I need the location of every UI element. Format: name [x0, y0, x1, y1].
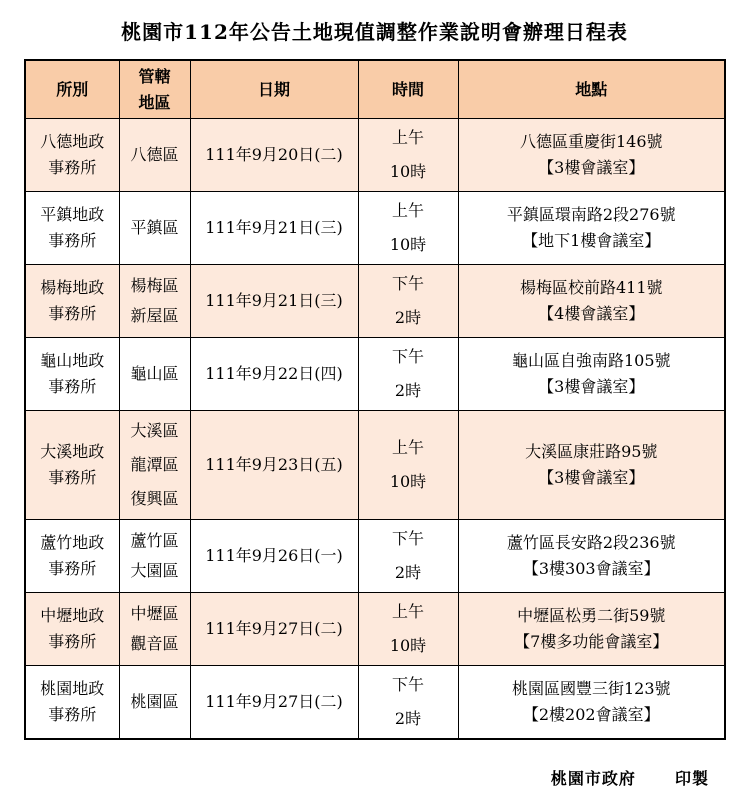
header-date: 日期: [190, 60, 358, 119]
time-cell: [358, 265, 458, 338]
date-value: 111年9月21日(三): [205, 218, 343, 237]
office-name-line1: 大溪地政: [40, 442, 105, 461]
time-period: 上午: [391, 438, 424, 457]
table-row: [25, 192, 725, 265]
date-value: 111年9月27日(二): [205, 619, 343, 638]
table-row: [25, 593, 725, 666]
district-cell: [119, 119, 190, 192]
office-name-line2: 事務所: [48, 704, 97, 724]
location-cell: [458, 192, 725, 265]
time-period: 下午: [391, 347, 424, 366]
time-hour: 2時: [394, 708, 422, 728]
schedule-table: [24, 59, 726, 740]
district-name: 龜山區: [130, 364, 179, 383]
district-cell: [119, 593, 190, 666]
location-room: 【2樓202會議室】: [522, 704, 660, 724]
time-period: 下午: [391, 274, 424, 293]
time-hour: 2時: [394, 381, 422, 400]
district-cell: [119, 411, 190, 520]
district-cell: [119, 520, 190, 593]
location-cell: [458, 119, 725, 192]
time-hour: 2時: [394, 563, 422, 582]
time-hour: 10時: [389, 636, 427, 655]
office-name-line1: 桃園地政: [40, 678, 105, 698]
district-name: 大溪區: [130, 421, 179, 440]
location-room: 【7樓多功能會議室】: [514, 632, 669, 651]
date-cell: [190, 520, 358, 593]
time-hour: 10時: [389, 235, 427, 254]
district-name: 桃園區: [130, 691, 179, 711]
location-address: 蘆竹區長安路2段236號: [506, 533, 676, 552]
date-cell: [190, 338, 358, 411]
location-address: 桃園區國豐三街123號: [511, 678, 671, 698]
district-cell: [119, 338, 190, 411]
location-address: 大溪區康莊路95號: [525, 442, 658, 461]
header-district: [119, 60, 190, 119]
table-row: [25, 520, 725, 593]
date-value: 111年9月27日(二): [205, 691, 343, 711]
office-cell: [25, 192, 119, 265]
table-row: [25, 666, 725, 739]
district-name: 大園區: [130, 561, 179, 580]
office-name-line2: 事務所: [48, 231, 97, 250]
location-address: 中壢區松勇二街59號: [517, 606, 666, 625]
location-address: 平鎮區環南路2段276號: [506, 205, 676, 224]
date-value: 111年9月23日(五): [205, 455, 343, 474]
date-value: 111年9月20日(二): [205, 145, 343, 164]
office-name-line2: 事務所: [48, 158, 97, 177]
office-name-line1: 楊梅地政: [40, 278, 105, 297]
location-address: 八德區重慶街146號: [519, 132, 663, 151]
office-name-line1: 中壢地政: [40, 606, 105, 625]
date-value: 111年9月22日(四): [205, 364, 343, 383]
location-cell: [458, 666, 725, 739]
location-cell: [458, 593, 725, 666]
district-name: 新屋區: [130, 306, 179, 325]
office-cell: [25, 411, 119, 520]
table-row: [25, 265, 725, 338]
district-name: 八德區: [130, 145, 179, 164]
page-title: 桃園市112年公告土地現值調整作業說明會辦理日程表: [121, 20, 628, 44]
date-cell: [190, 411, 358, 520]
time-hour: 10時: [389, 472, 427, 491]
date-value: 111年9月26日(一): [205, 546, 343, 565]
location-room: 【3樓303會議室】: [522, 559, 660, 578]
location-cell: [458, 520, 725, 593]
date-value: 111年9月21日(三): [205, 291, 343, 310]
table-row: [25, 411, 725, 520]
table-row: [25, 338, 725, 411]
district-name: 復興區: [130, 489, 179, 508]
time-period: 下午: [391, 529, 424, 548]
office-cell: [25, 593, 119, 666]
district-name: 龍潭區: [130, 455, 179, 474]
district-name: 觀音區: [130, 634, 179, 653]
location-cell: [458, 338, 725, 411]
office-cell: [25, 119, 119, 192]
location-room: 【3樓會議室】: [538, 158, 645, 177]
time-period: 下午: [391, 674, 424, 694]
header-row: [25, 60, 725, 119]
location-cell: [458, 265, 725, 338]
office-name-line1: 平鎮地政: [40, 205, 105, 224]
header-office: 所別: [25, 60, 119, 119]
office-name-line2: 事務所: [48, 468, 97, 487]
time-period: 上午: [391, 201, 424, 220]
time-hour: 2時: [394, 308, 422, 327]
office-cell: [25, 520, 119, 593]
office-cell: [25, 666, 119, 739]
header-district-line1: 管轄: [138, 66, 171, 86]
office-name-line1: 蘆竹地政: [40, 533, 105, 552]
office-name-line2: 事務所: [48, 632, 97, 651]
date-cell: [190, 265, 358, 338]
location-room: 【3樓會議室】: [538, 468, 645, 487]
district-cell: [119, 666, 190, 739]
location-address: 龜山區自強南路105號: [511, 351, 671, 370]
office-name-line2: 事務所: [48, 559, 97, 578]
district-cell: [119, 265, 190, 338]
date-cell: [190, 119, 358, 192]
date-cell: [190, 593, 358, 666]
office-name-line2: 事務所: [48, 304, 97, 323]
office-name-line1: 龜山地政: [40, 351, 105, 370]
time-cell: [358, 666, 458, 739]
office-name-line2: 事務所: [48, 377, 97, 396]
office-cell: [25, 338, 119, 411]
district-name: 中壢區: [130, 604, 179, 623]
time-cell: [358, 593, 458, 666]
date-cell: [190, 666, 358, 739]
header-district-line2: 地區: [138, 92, 171, 112]
time-cell: [358, 119, 458, 192]
district-cell: [119, 192, 190, 265]
location-room: 【3樓會議室】: [538, 377, 645, 396]
table-row: [25, 119, 725, 192]
footer-issuer: 桃園市政府: [550, 769, 636, 788]
time-cell: [358, 411, 458, 520]
header-location: 地點: [458, 60, 725, 119]
header-time: 時間: [358, 60, 458, 119]
office-name-line1: 八德地政: [40, 132, 105, 151]
location-cell: [458, 411, 725, 520]
location-address: 楊梅區校前路411號: [519, 278, 663, 297]
time-period: 上午: [391, 602, 424, 621]
date-cell: [190, 192, 358, 265]
time-cell: [358, 192, 458, 265]
district-name: 平鎮區: [130, 218, 179, 237]
time-cell: [358, 520, 458, 593]
footer: [551, 766, 709, 789]
footer-seal: 印製: [674, 769, 709, 788]
location-room: 【地下1樓會議室】: [522, 231, 661, 250]
time-hour: 10時: [389, 162, 427, 181]
district-name: 楊梅區: [130, 276, 179, 295]
time-period: 上午: [391, 128, 424, 147]
office-cell: [25, 265, 119, 338]
location-room: 【4樓會議室】: [538, 304, 645, 323]
time-cell: [358, 338, 458, 411]
district-name: 蘆竹區: [130, 531, 179, 550]
